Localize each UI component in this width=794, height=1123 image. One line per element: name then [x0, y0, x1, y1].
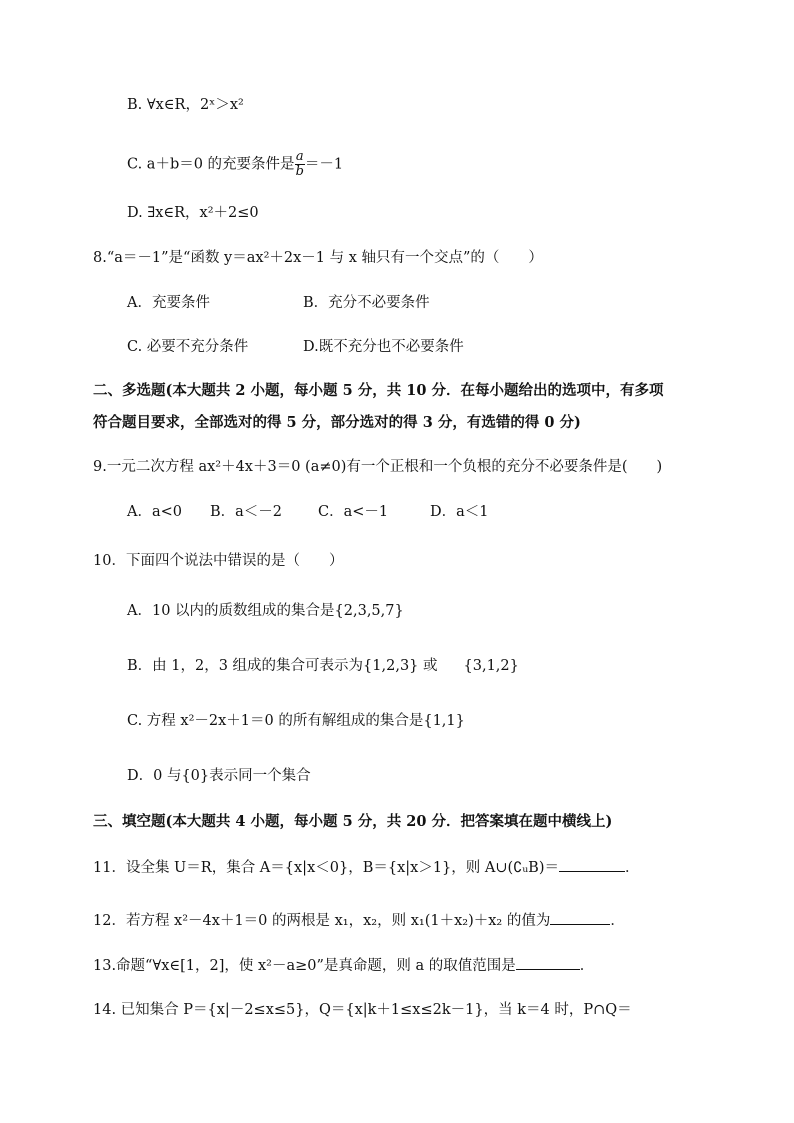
q8-option-d: D.既不充分也不必要条件	[303, 339, 464, 355]
q7-fraction-denominator: b	[295, 164, 304, 179]
q13-end: ．	[579, 958, 595, 974]
q11-text: 11．设全集 U＝R，集合 A＝{x|x＜0}，B＝{x|x＞1}，则 A∪(∁ᵤB)＝	[93, 860, 559, 876]
q9-option-b: B．a＜－2	[210, 504, 283, 520]
q9-option-c: C．a<－1	[318, 504, 389, 520]
q10-option-b-text: B．由 1，2，3 组成的集合可表示为{1,2,3} 或	[127, 658, 438, 674]
q12-text: 12．若方程 x²－4x＋1＝0 的两根是 x₁，x₂，则 x₁(1＋x₂)＋x₂ 的值为	[93, 913, 551, 929]
q7-option-c	[127, 150, 343, 179]
section3-heading: 三、填空题(本大题共 4 小题，每小题 5 分，共 20 分．把答案填在题中横线上)	[93, 813, 613, 830]
q10-option-b-set: {3,1,2}	[463, 658, 519, 674]
q10-option-c: C. 方程 x²－2x＋1＝0 的所有解组成的集合是{1,1}	[127, 713, 465, 729]
q8-stem: 8.“a＝－1”是“函数 y＝ax²＋2x－1 与 x 轴只有一个交点”的（ ）	[93, 250, 543, 266]
q10-option-b	[127, 656, 519, 676]
section2-heading-line2: 符合题目要求，全部选对的得 5 分，部分选对的得 3 分，有选错的得 0 分)	[93, 414, 581, 431]
q7-option-c-suffix: ＝－1	[304, 156, 344, 173]
q8-option-c: C. 必要不充分条件	[127, 339, 249, 355]
q10-option-d: D．0 与{0}表示同一个集合	[127, 768, 311, 784]
q8-option-a: A．充要条件	[127, 295, 210, 311]
q13-answer-blank[interactable]	[516, 955, 580, 970]
q13-text: 13.命题“∀x∈[1，2]，使 x²－a≥0”是真命题，则 a 的取值范围是	[93, 958, 516, 974]
q7-option-c-prefix: C. a＋b＝0 的充要条件是	[127, 156, 295, 173]
q9-option-a: A．a<0	[127, 504, 182, 520]
q10-stem: 10．下面四个说法中错误的是（ ）	[93, 553, 344, 569]
q11-end: ．	[624, 860, 640, 876]
q12-line	[93, 910, 625, 931]
q10-option-a: A．10 以内的质数组成的集合是{2,3,5,7}	[127, 603, 404, 619]
q12-answer-blank[interactable]	[550, 910, 610, 925]
q13-line	[93, 955, 594, 976]
q11-answer-blank[interactable]	[559, 857, 625, 872]
q14-line: 14. 已知集合 P＝{x|－2≤x≤5}，Q＝{x|k＋1≤x≤2k－1}，当 k＝4 时，P∩Q＝	[93, 1002, 632, 1018]
q9-stem: 9.一元二次方程 ax²＋4x＋3＝0 (a≠0)有一个正根和一个负根的充分不必要条件是( )	[93, 459, 663, 475]
q11-line	[93, 857, 639, 878]
q8-option-b: B．充分不必要条件	[303, 295, 430, 311]
q9-option-d: D．a＜1	[430, 504, 489, 520]
section2-heading-line1: 二、多选题(本大题共 2 小题，每小题 5 分，共 10 分．在每小题给出的选项中，有多项	[93, 382, 664, 399]
q7-option-d: D. ∃x∈R，x²＋2≤0	[127, 205, 259, 221]
q12-end: ．	[610, 913, 625, 929]
q7-fraction-numerator: a	[295, 149, 304, 164]
q7-option-b: B. ∀x∈R，2ˣ＞x²	[127, 97, 244, 113]
q7-option-c-fraction	[295, 150, 305, 179]
